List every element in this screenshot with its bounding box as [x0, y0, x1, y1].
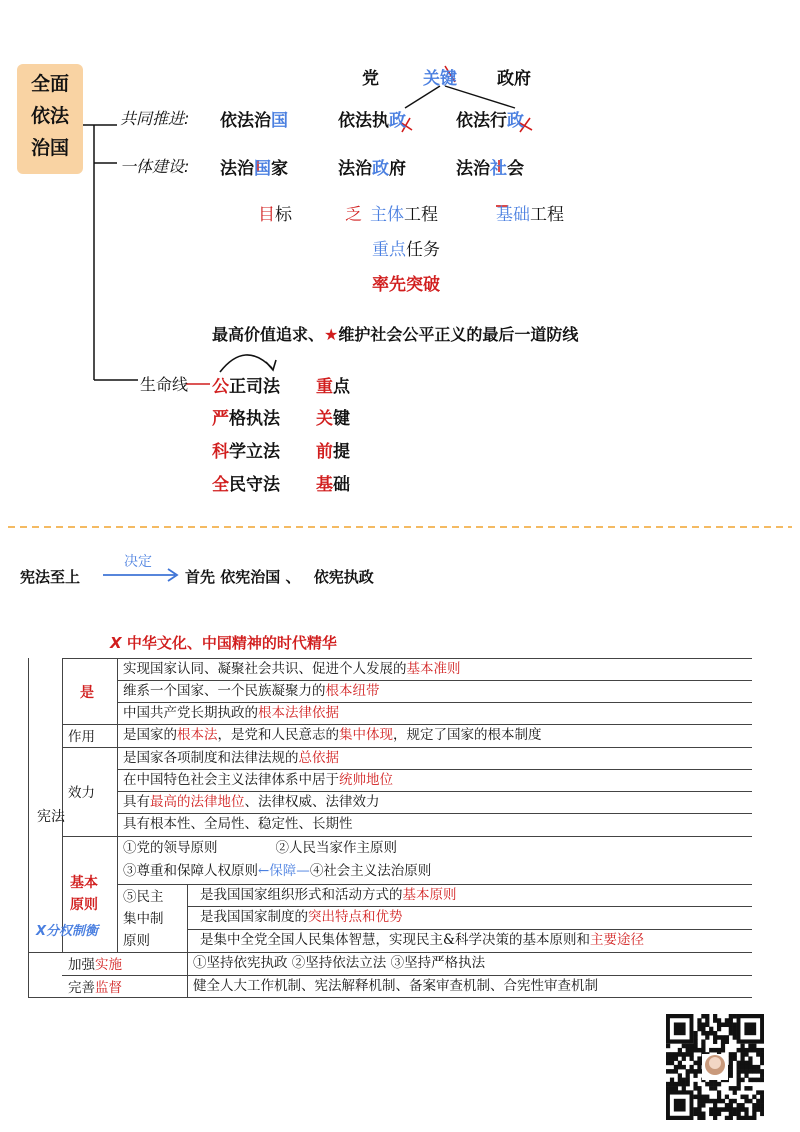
shishi-r: 实施 [95, 957, 122, 973]
row2-label: 一体建设: [120, 157, 190, 176]
jiben-l1: 基本 [70, 875, 98, 891]
constitution-right-p1: 首先 依宪治国 、 [185, 568, 301, 586]
label-shishi [68, 953, 122, 973]
table-row [123, 813, 353, 835]
r3b-p1: 主体 [370, 205, 404, 225]
jiben-l2: 原则 [70, 897, 98, 913]
lifeline-item-role [316, 372, 350, 397]
lifeline-item-role [316, 404, 350, 429]
row3-item-c [496, 200, 564, 225]
jiandu-r: 监督 [95, 980, 122, 996]
row-highlight: 基本准则 [406, 661, 461, 677]
value-p1: 最高价值追求、 [212, 325, 325, 344]
lifeline-item-head: 公 [212, 377, 229, 397]
guanjian-p2: 键 [440, 69, 457, 89]
constitution-right-p2: 依宪执政 [313, 568, 374, 586]
row-highlight: 根本法律依据 [258, 705, 339, 721]
r2a-p3: 家 [271, 159, 288, 179]
label-guanjian [423, 64, 457, 89]
row3-item-b [345, 200, 438, 225]
row-text-2: 、法律权威、法律效力 [244, 794, 380, 810]
row-text-1: 实现国家认同、凝聚社会共识、促进个人发展的 [123, 661, 407, 677]
row1-item-b [338, 106, 406, 131]
zy-p2: ，是党和人民意志的 [217, 727, 339, 743]
tag-line-2: 依法 [30, 105, 69, 127]
row1-item-c [456, 106, 524, 131]
row2-item-c [456, 154, 524, 179]
table-row [200, 884, 457, 906]
row-text-1: 在中国特色社会主义法律体系中居于 [123, 772, 339, 788]
table-row [123, 769, 393, 791]
row1-label: 共同推进: [120, 109, 190, 128]
r2b-p3: 府 [389, 159, 406, 179]
lifeline-role-tail: 点 [333, 377, 350, 397]
r3c-p1: 基础 [496, 205, 530, 225]
zy-p1: 是国家的 [123, 727, 177, 743]
table-row [123, 658, 461, 680]
r2b-p1: 法治 [338, 159, 372, 179]
shishi-row: ①坚持依宪执政 ②坚持依法立法 ③坚持严格执法 [193, 955, 486, 971]
r1c-p2: 政 [507, 111, 524, 131]
lifeline-role-tail: 键 [333, 409, 350, 429]
lifeline-item-text: 民守法 [229, 475, 280, 495]
table-row [123, 702, 339, 724]
lifeline-item-role [316, 470, 350, 495]
lifeline-item-role [316, 437, 350, 462]
lifeline-item [212, 470, 280, 495]
row1-item-a [220, 106, 288, 131]
jiandu-p1: 完善 [68, 980, 95, 996]
label-jiandu [68, 976, 122, 996]
r1b-p1: 依法执 [338, 111, 389, 131]
table-row [123, 747, 339, 769]
label-shi: 是 [80, 685, 94, 701]
row-text-1: 是国家各项制度和法律法规的 [123, 750, 299, 766]
pr1b: ②人民当家作主原则 [275, 840, 397, 856]
label-zhengfu: 政府 [497, 69, 531, 89]
label-jiben [70, 872, 98, 916]
principle-row-1 [123, 837, 397, 859]
r4-p1: 重点 [372, 240, 406, 260]
r2b-p2: 政 [372, 159, 389, 179]
row-highlight: 总依据 [298, 750, 339, 766]
r2c-p2: 社 [490, 159, 507, 179]
lifeline-item-text: 格执法 [229, 409, 280, 429]
row-text-1: 中国共产党长期执政的 [123, 705, 258, 721]
qr-code-icon [666, 1014, 764, 1120]
r3a-p1: 目 [258, 205, 275, 225]
principle-row-2 [123, 860, 431, 882]
x-mark-icon: X [110, 634, 122, 652]
constitution-right [185, 566, 374, 587]
lifeline-role-head: 重 [316, 377, 333, 397]
pr2b: ④社会主义法治原则 [309, 863, 432, 879]
r1b-p2: 政 [389, 111, 406, 131]
r1a-p2: 国 [271, 111, 288, 131]
row-text-1: 是我国国家组织形式和活动方式的 [200, 887, 403, 903]
r2a-p1: 法治 [220, 159, 254, 179]
lifeline-label: 生命线 [140, 375, 189, 394]
row-text-1: 具有根本性、全局性、稳定性、长期性 [123, 816, 353, 832]
lifeline-item-head: 科 [212, 442, 229, 462]
r2a-p2: 国 [254, 159, 271, 179]
r3b-p2: 工程 [404, 205, 438, 225]
row-text-1: 是我国国家制度的 [200, 909, 308, 925]
label-zuoyong: 作用 [68, 729, 95, 745]
zy-p3: ，规定了国家的根本制度 [393, 727, 542, 743]
table-row [200, 929, 644, 951]
dem-l1: ⑤民主 [123, 889, 164, 905]
row-highlight: 根本纽带 [325, 683, 380, 699]
table-title [110, 632, 337, 653]
constitution-supreme: 宪法至上 [20, 568, 81, 586]
lifeline-role-tail: 提 [333, 442, 350, 462]
r4-p2: 任务 [406, 240, 440, 260]
lifeline-role-head: 关 [316, 409, 333, 429]
table-row [123, 791, 380, 813]
row2-item-b [338, 154, 406, 179]
tag-line-3: 治国 [30, 137, 69, 159]
row4-item [372, 235, 440, 260]
row-text-1: 具有 [123, 794, 150, 810]
democratic-centralism-label [123, 886, 164, 952]
row-highlight: 统帅地位 [339, 772, 393, 788]
arrow-label-decide: 决定 [124, 554, 152, 570]
zy-r2: 集中体现 [339, 727, 393, 743]
r2c-p3: 会 [507, 159, 524, 179]
r1a-p1: 依法治 [220, 111, 271, 131]
zuoyong-row [123, 724, 542, 746]
r3c-p2: 工程 [530, 205, 564, 225]
dem-l3: 原则 [123, 933, 150, 949]
r1c-p1: 依法行 [456, 111, 507, 131]
lifeline-item-text: 学立法 [229, 442, 280, 462]
topic-tag [17, 64, 83, 174]
r3b-mark: 乏 [345, 205, 362, 225]
r2c-p1: 法治 [456, 159, 490, 179]
shishi-p1: 加强 [68, 957, 95, 973]
note-fenquan: X分权制衡 [36, 924, 99, 939]
table-row [200, 906, 403, 928]
guanjian-p1: 关 [423, 69, 440, 89]
row2-item-a [220, 154, 288, 179]
pr1a: ①党的领导原则 [123, 840, 218, 856]
row3-item-a [258, 200, 292, 225]
lifeline-role-tail: 础 [333, 475, 350, 495]
label-xiaoli: 效力 [68, 785, 95, 801]
star-icon: ★ [324, 325, 339, 344]
lifeline-role-head: 基 [316, 475, 333, 495]
table-title-text: 中华文化、中国精神的时代精华 [126, 634, 337, 652]
lifeline-item-text: 正司法 [229, 377, 280, 397]
row5-item: 率先突破 [372, 275, 440, 295]
value-line [212, 322, 578, 345]
jiandu-row: 健全人大工作机制、宪法解释机制、备案审查机制、合宪性审查机制 [193, 978, 598, 994]
lifeline-item [212, 404, 280, 429]
zy-r1: 根本法 [177, 727, 218, 743]
lifeline-role-head: 前 [316, 442, 333, 462]
lifeline-item [212, 437, 280, 462]
pr2a: ③尊重和保障人权原则 [123, 863, 258, 879]
lifeline-item-head: 全 [212, 475, 229, 495]
r3a-p2: 标 [275, 205, 292, 225]
dem-l2: 集中制 [123, 911, 164, 927]
row-highlight: 基本原则 [402, 887, 457, 903]
row-highlight: 最高的法律地位 [150, 794, 245, 810]
value-p2: 维护社会公平正义的最后一道防线 [338, 325, 579, 344]
row-highlight: 主要途径 [590, 932, 645, 948]
table-main-label: 宪法 [37, 809, 65, 825]
tag-line-1: 全面 [30, 73, 69, 95]
row-text-1: 维系一个国家、一个民族凝聚力的 [123, 683, 326, 699]
row-highlight: 突出特点和优势 [308, 909, 403, 925]
lifeline-item-head: 严 [212, 409, 229, 429]
row-text-1: 是集中全党全国人民集体智慧，实现民主&科学决策的基本原则和 [200, 932, 591, 948]
table-row [123, 680, 380, 702]
label-dang: 党 [362, 69, 379, 89]
pr2-arrow: ←保障— [258, 863, 310, 879]
lifeline-item [212, 372, 280, 397]
